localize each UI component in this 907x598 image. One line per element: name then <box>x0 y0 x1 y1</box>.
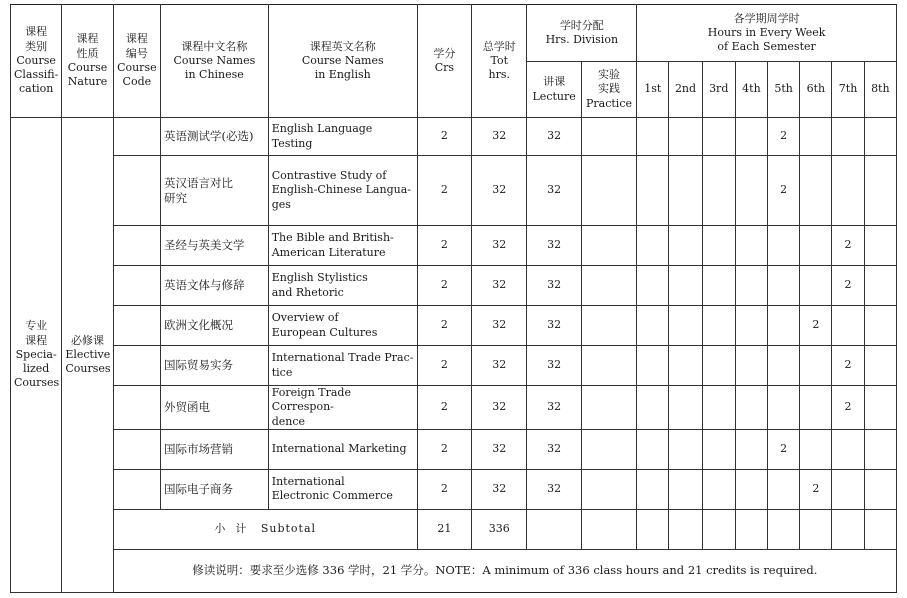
header-semester: 2nd <box>669 62 702 118</box>
week-hours <box>800 118 832 156</box>
header-hours-division-line: Hrs. Division <box>545 33 619 46</box>
empty-cell <box>702 509 735 549</box>
week-hours: 2 <box>768 429 800 469</box>
header-semester: 6th <box>800 62 832 118</box>
header-category-line: 课程 <box>25 25 48 39</box>
course-zh-name-line: 英语文体与修辞 <box>164 278 245 293</box>
week-hours <box>669 118 702 156</box>
week-hours: 2 <box>768 118 800 156</box>
course-total-hours: 32 <box>472 118 527 156</box>
week-hours <box>735 429 767 469</box>
header-code-line: 编号 <box>125 46 148 60</box>
course-total-hours: 32 <box>472 346 527 386</box>
table-row <box>11 266 897 306</box>
week-hours <box>800 266 832 306</box>
header-category-line: cation <box>18 82 54 96</box>
course-zh-name <box>161 429 269 469</box>
course-lecture: 32 <box>527 118 581 156</box>
course-zh-name-line: 国际电子商务 <box>164 481 233 496</box>
header-weekly-hours-line: 各学期周学时 <box>733 11 800 25</box>
course-en-name-line: International Marketing <box>271 442 407 456</box>
course-total-hours: 32 <box>472 306 527 346</box>
course-practice <box>581 346 636 386</box>
group-nature <box>62 118 113 593</box>
week-hours <box>800 156 832 226</box>
course-credits: 2 <box>417 306 471 346</box>
header-lecture <box>527 62 581 118</box>
table-row <box>11 156 897 226</box>
empty-cell <box>832 509 864 549</box>
group-nature-line: Elective <box>65 347 111 361</box>
note-row <box>11 549 897 592</box>
course-credits: 2 <box>417 386 471 430</box>
header-en-name-line: Course Names <box>301 53 384 67</box>
course-code <box>113 469 160 509</box>
group-category-line: Courses <box>14 376 60 390</box>
week-hours <box>669 429 702 469</box>
header-lecture-line: Lecture <box>532 89 576 103</box>
header-weekly-hours-line: Hours in Every Week <box>707 25 826 39</box>
course-code <box>113 118 160 156</box>
header-nature-line: 课程 <box>76 32 99 46</box>
course-credits: 2 <box>417 118 471 156</box>
course-credits: 2 <box>417 266 471 306</box>
header-semester: 1st <box>637 62 669 118</box>
week-hours <box>702 118 735 156</box>
header-code-line: Course <box>117 61 157 74</box>
course-en-name-line: dence <box>271 414 306 428</box>
week-hours <box>832 469 864 509</box>
subtotal-row <box>11 509 897 549</box>
week-hours <box>735 469 767 509</box>
course-credits: 2 <box>417 346 471 386</box>
header-practice-line: Practice <box>586 96 632 110</box>
week-hours <box>669 306 702 346</box>
course-en-name <box>268 118 417 156</box>
week-hours <box>864 469 896 509</box>
week-hours <box>864 266 896 306</box>
week-hours <box>768 226 800 266</box>
course-total-hours: 32 <box>472 429 527 469</box>
week-hours <box>768 306 800 346</box>
header-row <box>11 5 897 62</box>
header-credits <box>417 5 471 118</box>
course-lecture: 32 <box>527 346 581 386</box>
table-row <box>11 306 897 346</box>
week-hours <box>637 156 669 226</box>
week-hours: 2 <box>832 346 864 386</box>
table-row <box>11 469 897 509</box>
week-hours <box>702 386 735 430</box>
course-en-name-line: English-Chinese Langua- <box>271 183 411 197</box>
course-zh-name-line: 欧洲文化概况 <box>164 318 233 333</box>
table-row <box>11 429 897 469</box>
course-code <box>113 226 160 266</box>
header-semester: 3rd <box>702 62 735 118</box>
course-lecture: 32 <box>527 156 581 226</box>
course-total-hours: 32 <box>472 266 527 306</box>
course-zh-name <box>161 469 269 509</box>
header-weekly-hours-line: of Each Semester <box>717 40 816 54</box>
header-zh-name <box>161 5 269 118</box>
week-hours <box>669 469 702 509</box>
course-zh-name <box>161 156 269 226</box>
header-hours-division <box>527 5 637 62</box>
course-zh-name-line: 圣经与英美文学 <box>164 238 245 253</box>
week-hours <box>637 386 669 430</box>
table-row <box>11 386 897 430</box>
header-total-hours-line: hrs. <box>488 68 510 82</box>
header-zh-name-line: 课程中文名称 <box>181 39 248 53</box>
week-hours <box>832 306 864 346</box>
empty-cell <box>527 509 581 549</box>
week-hours <box>637 118 669 156</box>
course-practice <box>581 156 636 226</box>
course-en-name-line: ges <box>271 197 291 211</box>
course-code <box>113 346 160 386</box>
week-hours <box>735 386 767 430</box>
group-category-line: lized <box>22 362 50 376</box>
week-hours <box>637 469 669 509</box>
week-hours <box>864 346 896 386</box>
course-zh-name-line: 外贸函电 <box>164 399 210 414</box>
week-hours <box>768 346 800 386</box>
week-hours <box>669 346 702 386</box>
course-practice <box>581 226 636 266</box>
header-credits-line: 学分 <box>433 46 456 60</box>
course-zh-name <box>161 226 269 266</box>
course-en-name-line: Foreign Trade Correspon- <box>271 386 351 414</box>
course-practice <box>581 469 636 509</box>
week-hours <box>864 226 896 266</box>
course-en-name <box>268 469 417 509</box>
header-en-name-line: 课程英文名称 <box>309 39 376 53</box>
header-practice-line: 实践 <box>598 82 620 96</box>
group-category-line: 专业 <box>25 319 48 333</box>
course-code <box>113 429 160 469</box>
course-en-name-line: Overview of <box>271 311 339 325</box>
course-credits: 2 <box>417 429 471 469</box>
week-hours <box>735 266 767 306</box>
header-semester: 7th <box>832 62 864 118</box>
course-en-name <box>268 429 417 469</box>
course-zh-name-line: 英汉语言对比 <box>164 175 233 190</box>
course-code <box>113 386 160 430</box>
course-en-name <box>268 306 417 346</box>
week-hours <box>702 346 735 386</box>
week-hours <box>735 346 767 386</box>
table-row <box>11 226 897 266</box>
week-hours: 2 <box>768 156 800 226</box>
header-en-name-line: in English <box>314 68 371 82</box>
week-hours <box>768 266 800 306</box>
week-hours <box>832 429 864 469</box>
course-practice <box>581 306 636 346</box>
table-row <box>11 346 897 386</box>
week-hours <box>637 266 669 306</box>
header-hours-division-line: 学时分配 <box>559 18 604 32</box>
course-practice <box>581 118 636 156</box>
course-zh-name-line: 英语测试学(必选) <box>164 129 254 144</box>
header-code-line: Code <box>122 75 152 89</box>
empty-cell <box>735 509 767 549</box>
week-hours <box>864 386 896 430</box>
course-en-name-line: and Rhetoric <box>271 285 344 299</box>
header-semester: 5th <box>768 62 800 118</box>
week-hours <box>864 156 896 226</box>
course-zh-name <box>161 306 269 346</box>
course-en-name-line: The Bible and British- <box>271 231 394 245</box>
week-hours <box>735 306 767 346</box>
course-lecture: 32 <box>527 469 581 509</box>
course-code <box>113 156 160 226</box>
course-en-name-line: English Language Testing <box>271 122 373 150</box>
header-weekly-hours <box>637 5 897 62</box>
course-zh-name <box>161 346 269 386</box>
week-hours <box>864 118 896 156</box>
course-en-name-line: tice <box>271 365 293 379</box>
week-hours <box>637 429 669 469</box>
course-total-hours: 32 <box>472 226 527 266</box>
week-hours <box>637 226 669 266</box>
week-hours: 2 <box>800 306 832 346</box>
course-en-name-line: Contrastive Study of <box>271 169 387 183</box>
week-hours <box>637 346 669 386</box>
header-nature <box>62 5 113 118</box>
week-hours <box>768 386 800 430</box>
empty-cell <box>637 509 669 549</box>
course-en-name <box>268 386 417 430</box>
week-hours <box>735 226 767 266</box>
course-en-name-line: International <box>271 475 345 489</box>
empty-cell <box>800 509 832 549</box>
course-zh-name <box>161 386 269 430</box>
course-zh-name-line: 国际市场营销 <box>164 441 233 456</box>
group-category-line: 课程 <box>25 333 48 347</box>
course-credits: 2 <box>417 156 471 226</box>
course-credits: 2 <box>417 469 471 509</box>
empty-cell <box>669 509 702 549</box>
subtotal-label: 小 计 Subtotal <box>113 509 417 549</box>
week-hours <box>702 306 735 346</box>
course-code <box>113 306 160 346</box>
header-nature-line: Nature <box>67 75 108 89</box>
course-zh-name-line: 国际贸易实务 <box>164 358 233 373</box>
week-hours <box>864 429 896 469</box>
header-code <box>113 5 160 118</box>
week-hours <box>637 306 669 346</box>
course-lecture: 32 <box>527 306 581 346</box>
week-hours <box>832 118 864 156</box>
header-category-line: Classifi- <box>14 68 59 82</box>
week-hours <box>669 266 702 306</box>
table-row <box>11 118 897 156</box>
header-total-hours-line: 总学时 <box>482 39 516 53</box>
header-semester: 4th <box>735 62 767 118</box>
header-category <box>11 5 62 118</box>
course-lecture: 32 <box>527 386 581 430</box>
group-category-line: Specia- <box>15 347 57 361</box>
header-semester: 8th <box>864 62 896 118</box>
header-practice <box>581 62 636 118</box>
week-hours <box>669 386 702 430</box>
week-hours <box>832 156 864 226</box>
week-hours <box>768 469 800 509</box>
header-category-line: 类别 <box>25 39 48 53</box>
course-en-name-line: European Cultures <box>271 325 378 339</box>
week-hours <box>735 118 767 156</box>
course-lecture: 32 <box>527 429 581 469</box>
week-hours: 2 <box>832 266 864 306</box>
course-practice <box>581 266 636 306</box>
week-hours <box>702 469 735 509</box>
note-text: 修读说明：要求至少选修 336 学时，21 学分。NOTE：A minimum of 336 class hours and 21 credits is required. <box>113 549 896 592</box>
course-en-name <box>268 266 417 306</box>
group-nature-line: Courses <box>65 362 111 376</box>
week-hours <box>864 306 896 346</box>
week-hours <box>800 226 832 266</box>
subtotal-total-hours: 336 <box>472 509 527 549</box>
week-hours <box>702 156 735 226</box>
course-en-name-line: American Literature <box>271 245 386 259</box>
course-total-hours: 32 <box>472 156 527 226</box>
course-lecture: 32 <box>527 266 581 306</box>
course-code <box>113 266 160 306</box>
course-lecture: 32 <box>527 226 581 266</box>
course-credits: 2 <box>417 226 471 266</box>
week-hours <box>702 429 735 469</box>
empty-cell <box>581 509 636 549</box>
course-total-hours: 32 <box>472 386 527 430</box>
course-en-name <box>268 226 417 266</box>
header-code-line: 课程 <box>125 32 148 46</box>
header-en-name <box>268 5 417 118</box>
course-practice <box>581 386 636 430</box>
course-zh-name <box>161 266 269 306</box>
header-lecture-line: 讲课 <box>543 75 566 89</box>
week-hours <box>669 226 702 266</box>
header-credits-line: Crs <box>434 61 455 74</box>
week-hours <box>800 429 832 469</box>
course-zh-name-line: 研究 <box>164 190 187 205</box>
course-practice <box>581 429 636 469</box>
week-hours <box>735 156 767 226</box>
week-hours: 2 <box>832 226 864 266</box>
course-en-name-line: English Stylistics <box>271 271 368 285</box>
course-table <box>10 4 897 593</box>
course-en-name-line: International Trade Prac- <box>271 351 414 365</box>
week-hours: 2 <box>832 386 864 430</box>
header-practice-line: 实验 <box>598 68 620 82</box>
header-zh-name-line: Course Names <box>173 53 256 67</box>
week-hours <box>702 226 735 266</box>
group-nature-line: 必修课 <box>71 333 105 347</box>
header-total-hours-line: Tot <box>490 53 509 67</box>
empty-cell <box>768 509 800 549</box>
header-nature-line: 性质 <box>76 46 99 60</box>
course-en-name-line: Electronic Commerce <box>271 489 393 503</box>
week-hours <box>800 386 832 430</box>
group-category <box>11 118 62 593</box>
empty-cell <box>864 509 896 549</box>
header-category-line: Course <box>16 53 56 67</box>
course-zh-name <box>161 118 269 156</box>
week-hours <box>800 346 832 386</box>
header-total-hours <box>472 5 527 118</box>
course-total-hours: 32 <box>472 469 527 509</box>
subtotal-credits: 21 <box>417 509 471 549</box>
week-hours <box>702 266 735 306</box>
course-en-name <box>268 156 417 226</box>
week-hours: 2 <box>800 469 832 509</box>
header-zh-name-line: in Chinese <box>184 68 244 82</box>
week-hours <box>669 156 702 226</box>
header-nature-line: Course <box>67 61 108 74</box>
course-en-name <box>268 346 417 386</box>
